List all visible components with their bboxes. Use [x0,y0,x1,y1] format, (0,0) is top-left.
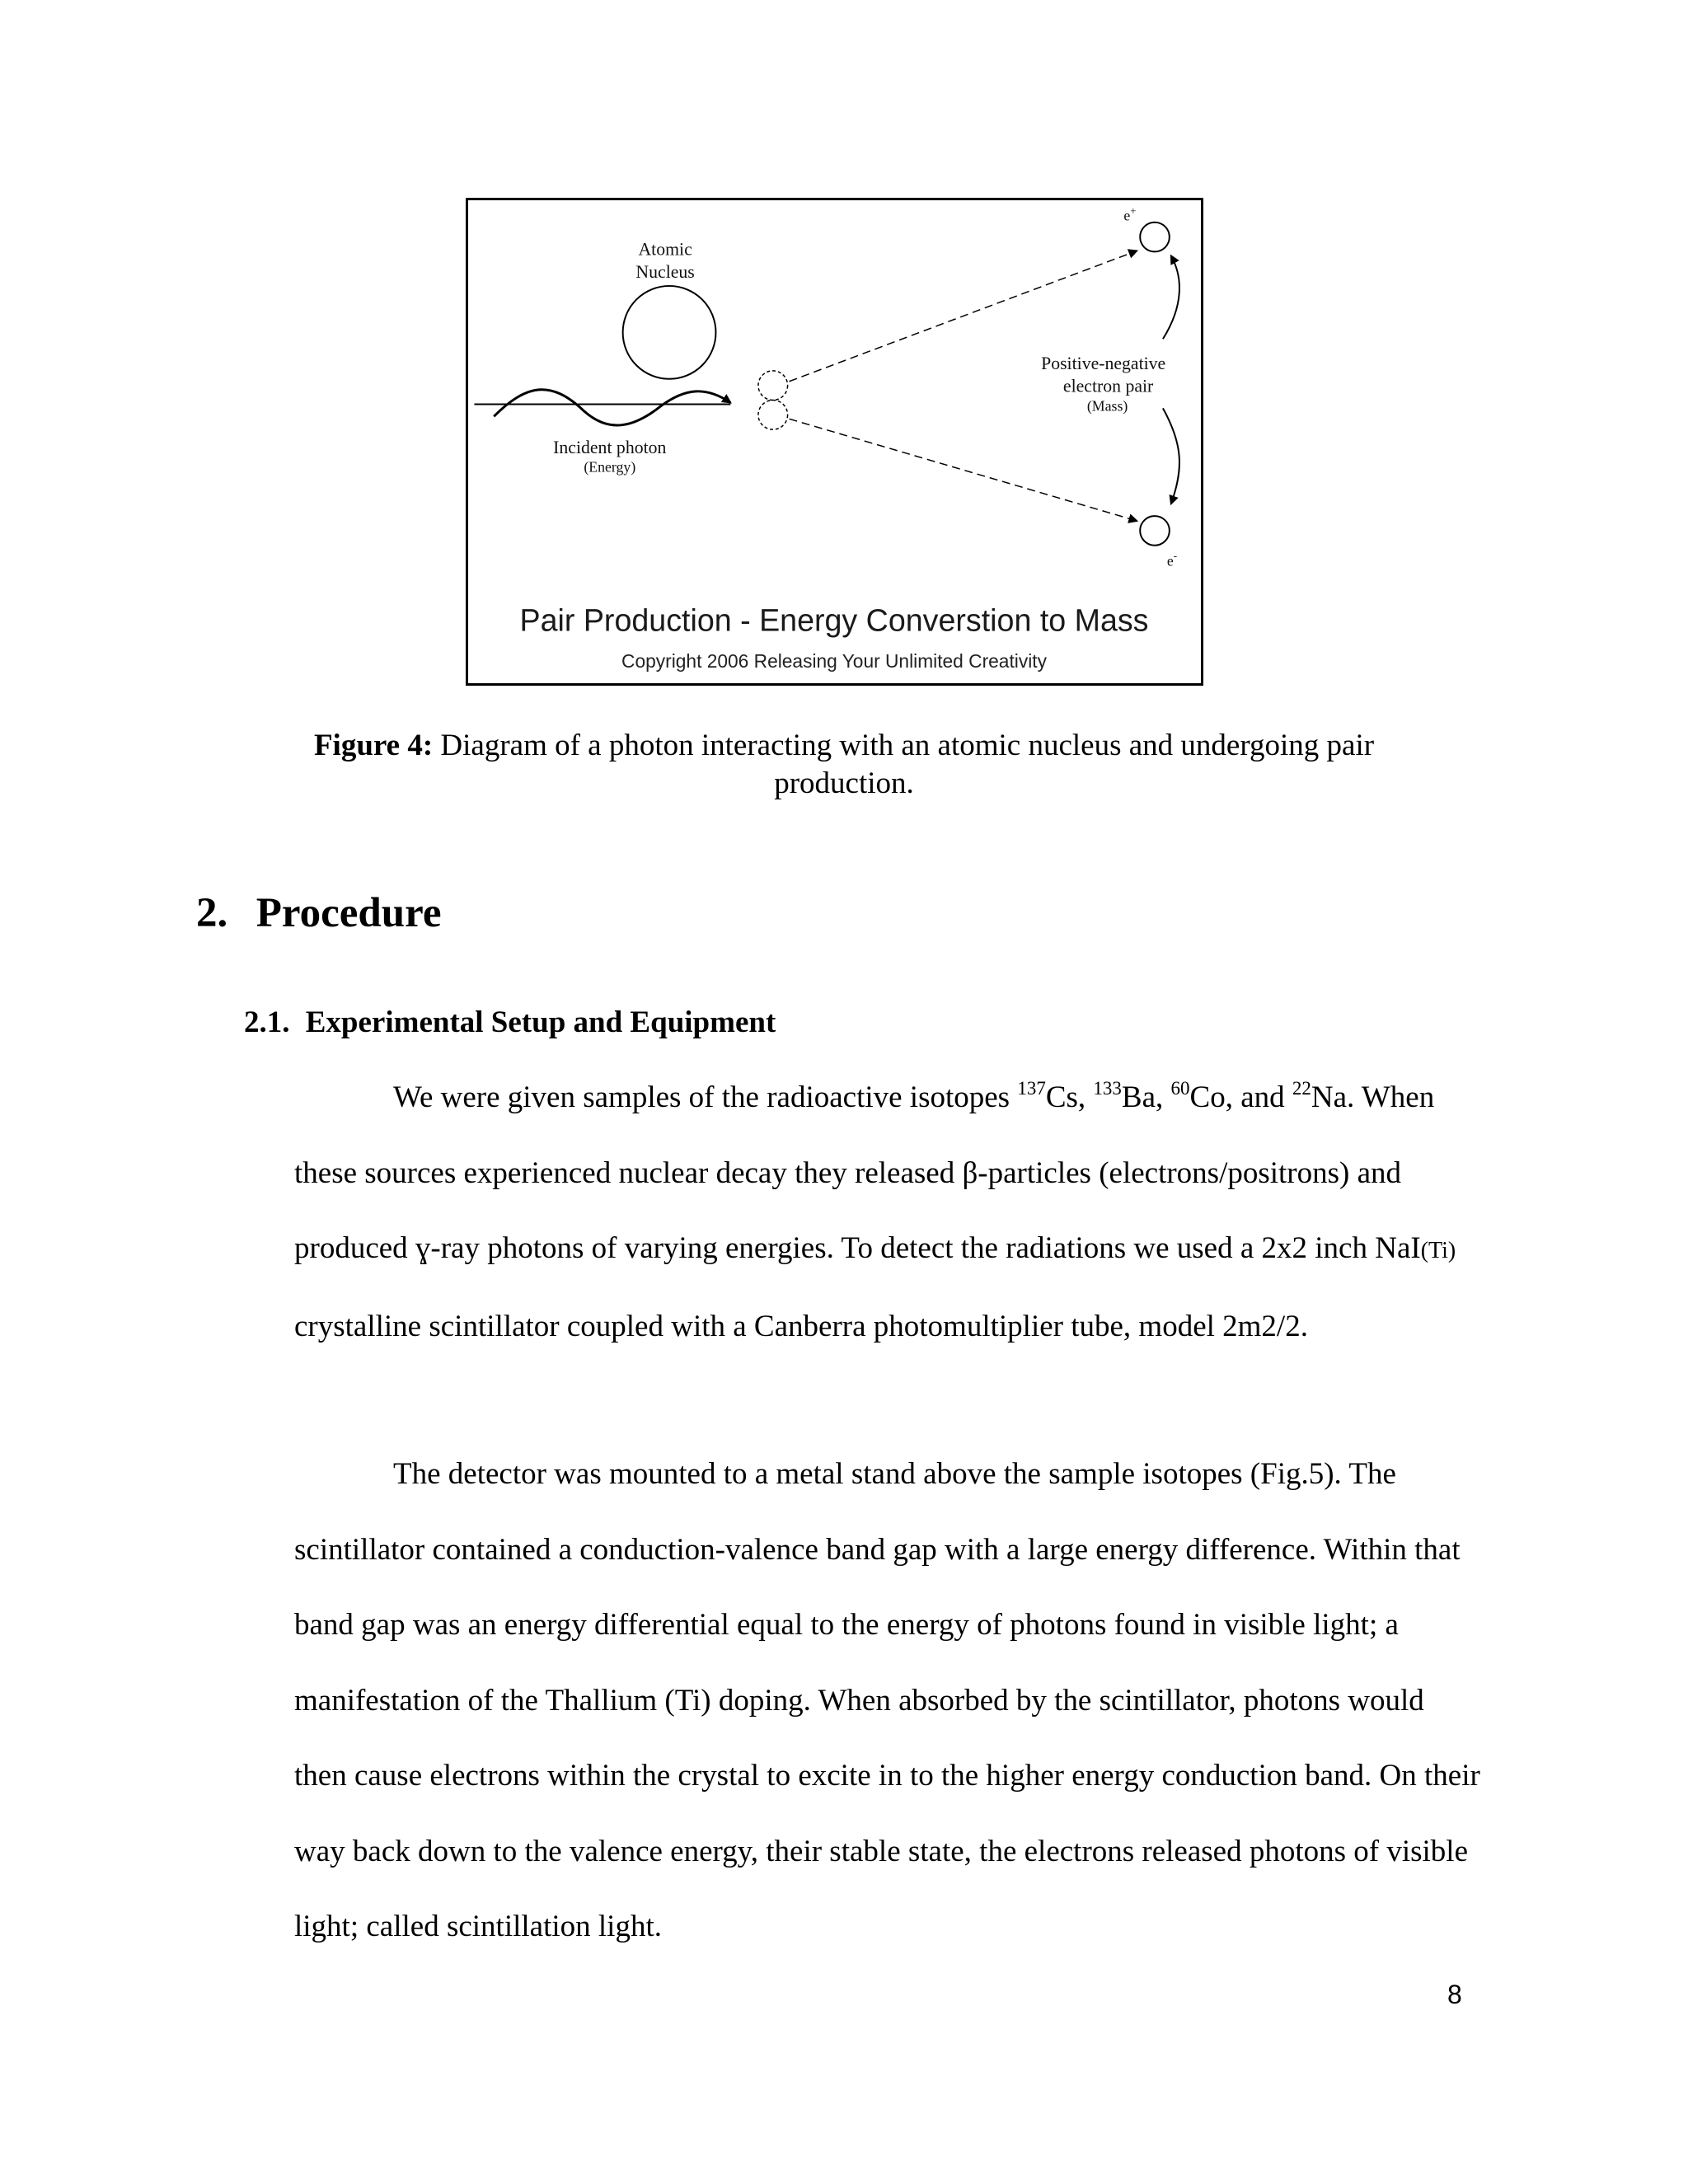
isotope-mass-cs: 137 [1017,1077,1046,1099]
paragraph-detector [294,1436,1481,1965]
subsection-number: 2.1. [244,1005,290,1039]
pair-origin-circle-bottom [758,401,788,430]
electron-trajectory [790,419,1137,521]
subsection-title: Experimental Setup and Equipment [305,1005,776,1039]
caption-label: Figure 4: [313,729,434,762]
pair-label-line1: Positive-negative [1041,353,1166,373]
figure-title: Pair Production - Energy Converstion to Mass [519,602,1149,638]
pair-production-diagram [468,200,1201,683]
figure-copyright: Copyright 2006 Releasing Your Unlimited Creativity [621,650,1047,673]
para1-text-6: crystalline scintillator coupled with a Canberra photomultiplier tube, model 2m2/2. [294,1309,1308,1343]
isotope-mass-na: 22 [1292,1077,1311,1099]
curved-arrow-up [1163,255,1179,339]
positron-symbol: e+ [1123,204,1137,224]
nucleus-label: Nucleus [635,262,695,283]
energy-label: (Energy) [584,458,636,476]
photon-wave [494,390,730,425]
caption-text: Diagram of a photon interacting with an atomic nucleus and undergoing pair production. [440,729,1375,800]
pair-origin-circle-top [758,371,788,401]
para1-text-5: Na. When these sources experienced nuclear decay they released β-particles (electrons/positrons) and produced ɣ-ray photons of varying energies. To detect the radiations we used a 2x2 inch NaI [294,1080,1435,1265]
electron-symbol: e- [1166,550,1178,569]
pair-label-line2: electron pair [1062,376,1154,396]
incident-photon-label: Incident photon [553,437,667,457]
para1-text-1: We were given samples of the radioactive isotopes [393,1080,1018,1114]
pair-production-figure [466,198,1203,686]
atomic-label: Atomic [638,239,692,260]
para1-text-2: Cs, [1045,1080,1094,1114]
isotope-mass-co: 60 [1170,1077,1190,1099]
subsection-heading [244,1004,776,1042]
positron-circle [1140,223,1170,252]
mass-label: (Mass) [1086,397,1128,415]
section-number: 2. [196,890,228,936]
para1-text-3: Ba, [1121,1080,1171,1114]
section-heading [196,888,441,938]
para2-text: The detector was mounted to a metal stand above the sample isotopes (Fig.5). The scintillator contained a conduction-valence band gap with a large energy difference. Within that band gap was an energy differential equal to the energy of photons found in visible light; a manifestation of the Thallium (Ti) doping. When absorbed by the scintillator, photons would then cause electrons within the crystal to excite in to the higher energy conduction band. On their way back down to the valence energy, their stable state, the electrons released photons of visible light; called scintillation light. [294,1457,1480,1943]
curved-arrow-down [1163,408,1179,504]
figure-caption [247,727,1441,803]
paragraph-isotopes [294,1060,1481,1364]
isotope-mass-ba: 133 [1093,1077,1122,1099]
nucleus-circle [623,286,716,379]
para1-text-4: Co, and [1189,1080,1292,1114]
para1-ti-note: (Ti) [1420,1238,1456,1263]
page-number: 8 [1447,1980,1462,2009]
section-title: Procedure [256,890,442,936]
electron-circle [1140,516,1170,546]
